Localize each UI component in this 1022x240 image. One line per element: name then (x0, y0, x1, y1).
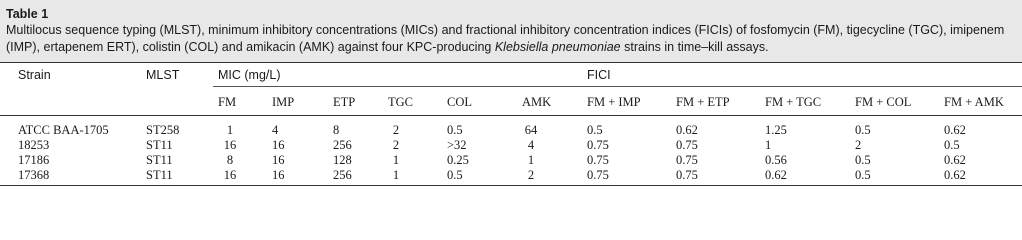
table-cell: 64 (524, 123, 538, 137)
table-cell: 8 (226, 153, 234, 167)
table-cell: ST11 (146, 138, 173, 152)
table-cell: 0.75 (676, 153, 698, 167)
table-cell: 1 (392, 168, 400, 182)
table-cell: 0.5 (944, 138, 960, 152)
table-label: Table 1 (6, 7, 49, 21)
table-cell: 0.75 (587, 138, 609, 152)
table-cell: 2 (392, 123, 400, 137)
table-cell: 8 (333, 123, 340, 137)
table-cell: 2 (392, 138, 400, 152)
header-mlst: MLST (146, 68, 180, 82)
table-cell: ST11 (146, 168, 173, 182)
table-cell: ST11 (146, 153, 173, 167)
header-strain: Strain (18, 68, 51, 82)
table-cell: 16 (223, 168, 237, 182)
table-cell: 1 (392, 153, 400, 167)
table-cell: 16 (223, 138, 237, 152)
table-caption (6, 6, 1016, 56)
sub-header-cell: TGC (388, 95, 413, 109)
sub-header-cell: ETP (333, 95, 356, 109)
sub-header-cell: FM (218, 95, 237, 109)
table-cell: 0.62 (944, 168, 966, 182)
sub-header-cell: AMK (522, 95, 552, 109)
table-cell: 1 (765, 138, 772, 152)
table-cell: ST258 (146, 123, 180, 137)
table-cell: 0.62 (765, 168, 787, 182)
table-cell: 16 (272, 168, 285, 182)
table-cell: 16 (272, 138, 285, 152)
table-cell: 0.5 (447, 168, 463, 182)
table-cell: 0.5 (855, 153, 871, 167)
table-cell: 17186 (18, 153, 50, 167)
table-cell: >32 (447, 138, 467, 152)
table-cell: 0.5 (587, 123, 603, 137)
sub-header-cell: COL (447, 95, 472, 109)
table-cell: 0.62 (676, 123, 698, 137)
table-cell: 0.5 (855, 168, 871, 182)
table-cell: 0.75 (676, 138, 698, 152)
sub-header-cell: FM + AMK (944, 95, 1004, 109)
table-cell: 256 (333, 138, 352, 152)
table-bottom-rule (0, 185, 1022, 186)
sub-header-cell: FM + TGC (765, 95, 822, 109)
table-cell: 4 (272, 123, 279, 137)
table-cell: 0.25 (447, 153, 469, 167)
sub-header-cell: FM + IMP (587, 95, 641, 109)
table-cell: 0.75 (587, 153, 609, 167)
sub-header-cell: IMP (272, 95, 295, 109)
table-cell: 0.5 (447, 123, 463, 137)
header-fici: FICI (587, 68, 611, 82)
group-header-rule (213, 86, 1022, 87)
table-cell: 16 (272, 153, 285, 167)
caption-organism: Klebsiella pneumoniae (494, 40, 621, 54)
table-cell: 0.5 (855, 123, 871, 137)
table-cell: 0.62 (944, 123, 966, 137)
table-cell: 17368 (18, 168, 50, 182)
table-cell: 0.75 (676, 168, 698, 182)
table-cell: 0.75 (587, 168, 609, 182)
table-cell: 0.56 (765, 153, 787, 167)
table-cell: 256 (333, 168, 352, 182)
header-mic: MIC (mg/L) (218, 68, 281, 82)
table-cell: 1 (527, 153, 535, 167)
caption-text (6, 22, 1016, 56)
table-cell: 0.62 (944, 153, 966, 167)
table-cell: 1.25 (765, 123, 787, 137)
caption-text-start: Multilocus sequence typing (MLST), minimum inhibitory concentrations (MICs) and fractional inhibitory concentration indices (FICIs) of fosfomycin (FM), tigecycline (TGC), imipenem (IMP), ertapenem ERT), colistin (COL) and amikacin (AMK) against four KPC-producing (6, 23, 1005, 54)
table-top-rule (0, 62, 1022, 63)
table-cell: 2 (855, 138, 862, 152)
caption-text-end: strains in time–kill assays. (620, 40, 769, 54)
sub-header-cell: FM + COL (855, 95, 912, 109)
table-cell: 18253 (18, 138, 50, 152)
header-bottom-rule (0, 115, 1022, 116)
table-cell: 1 (226, 123, 234, 137)
table-cell: 128 (333, 153, 352, 167)
table-cell: ATCC BAA-1705 (18, 123, 109, 137)
sub-header-cell: FM + ETP (676, 95, 730, 109)
table-cell: 4 (527, 138, 535, 152)
table-cell: 2 (527, 168, 535, 182)
